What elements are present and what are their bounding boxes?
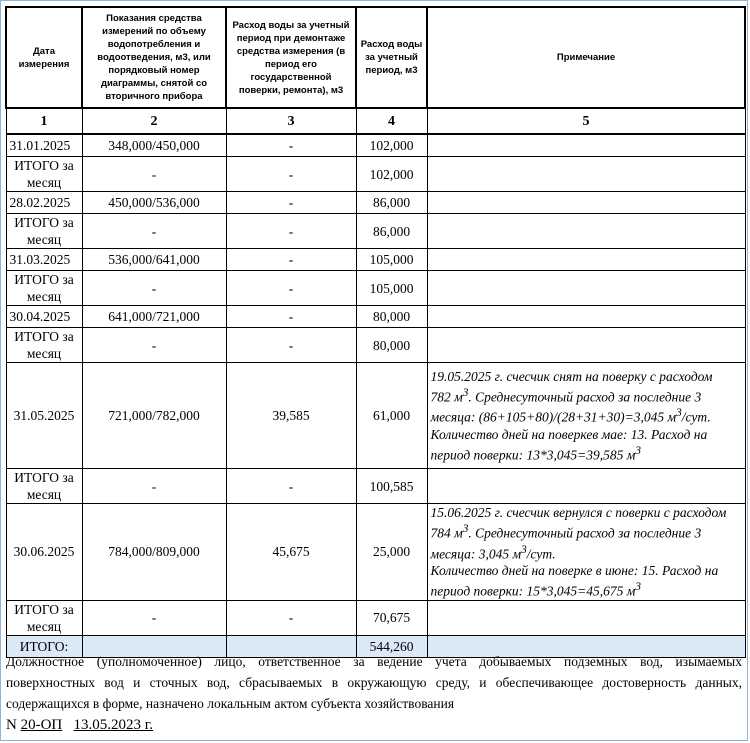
date-cell: 28.02.2025 <box>6 192 82 214</box>
dismount-cell: - <box>226 249 356 271</box>
note-cell <box>427 306 745 328</box>
dismount-cell: - <box>226 157 356 192</box>
col-number: 4 <box>356 108 427 134</box>
dismount-cell: - <box>226 600 356 635</box>
consumption-cell: 25,000 <box>356 504 427 601</box>
date-cell: ИТОГО за месяц <box>6 214 82 249</box>
dismount-cell: 45,675 <box>226 504 356 601</box>
readings-cell: 641,000/721,000 <box>82 306 226 328</box>
dismount-cell: - <box>226 469 356 504</box>
header-dismount: Расход воды за учетный период при демонтаже средства измерения (в период его государственной поверки, ремонта), м3 <box>226 7 356 108</box>
responsible-person-statement: Должностное (уполномоченное) лицо, ответственное за ведение учета добываемых подземных вод, изымаемых поверхностных вод и сточных вод, сбрасываемых в окружающую среду, и обеспечивающее достоверность данных, содержащихся в форме, назначено локальным актом субъекта хозяйствования <box>6 654 742 711</box>
note-cell <box>427 157 745 192</box>
date-cell: 31.03.2025 <box>6 249 82 271</box>
table-row-month-total <box>6 157 745 192</box>
note-cell <box>427 469 745 504</box>
col-number: 1 <box>6 108 82 134</box>
consumption-cell: 102,000 <box>356 134 427 157</box>
act-number: 20-ОП <box>20 717 63 733</box>
dismount-cell: - <box>226 271 356 306</box>
consumption-cell: 61,000 <box>356 363 427 469</box>
date-cell: 30.04.2025 <box>6 306 82 328</box>
readings-cell: 348,000/450,000 <box>82 134 226 157</box>
readings-cell: - <box>82 214 226 249</box>
header-consumption: Расход воды за учетный период, м3 <box>356 7 427 108</box>
note-cell <box>427 600 745 635</box>
consumption-cell: 86,000 <box>356 214 427 249</box>
date-cell: 31.05.2025 <box>6 363 82 469</box>
date-cell: ИТОГО за месяц <box>6 469 82 504</box>
note-cell <box>427 134 745 157</box>
table-row-month-total <box>6 214 745 249</box>
consumption-cell: 70,675 <box>356 600 427 635</box>
readings-cell: 784,000/809,000 <box>82 504 226 601</box>
date-cell: 30.06.2025 <box>6 504 82 601</box>
date-cell: ИТОГО за месяц <box>6 271 82 306</box>
note-cell <box>427 249 745 271</box>
dismount-cell: 39,585 <box>226 363 356 469</box>
readings-cell: - <box>82 271 226 306</box>
readings-cell: - <box>82 328 226 363</box>
consumption-cell: 86,000 <box>356 192 427 214</box>
column-number-row <box>6 108 745 134</box>
consumption-cell: 105,000 <box>356 249 427 271</box>
consumption-cell: 80,000 <box>356 306 427 328</box>
table-row <box>6 192 745 214</box>
header-note: Примечание <box>427 7 745 108</box>
local-act-reference <box>6 714 153 736</box>
dismount-cell: - <box>226 214 356 249</box>
note-cell <box>427 192 745 214</box>
col-number: 5 <box>427 108 745 134</box>
total-value: 544,260 <box>356 635 427 657</box>
table-row <box>6 363 745 469</box>
dismount-cell: - <box>226 328 356 363</box>
table-row-month-total <box>6 271 745 306</box>
consumption-cell: 105,000 <box>356 271 427 306</box>
note-cell-may: 19.05.2025 г. счесчик снят на поверку с расходом 782 $м^3$. Среднесуточный расход за последние 3 месяца: (86+105+80)/(28+31+30)=3,045 $м^3$/сут. Количество дней на поверкев мае: 13. Расход на период поверки: 13*3,045=39,585 $м^3$ <box>427 363 745 469</box>
table-row-month-total <box>6 469 745 504</box>
consumption-cell: 102,000 <box>356 157 427 192</box>
note-cell-june: 15.06.2025 г. счесчик вернулся с поверки с расходом 784 $м^3$. Среднесуточный расход за последние 3 месяца: 3,045 $м^3$/сут. Количество дней на поверке в июне: 15. Расход на период поверки: 15*3,045=45,675 $м^3$ <box>427 504 745 601</box>
note-cell <box>427 271 745 306</box>
header-row <box>6 7 745 108</box>
date-cell: ИТОГО за месяц <box>6 600 82 635</box>
total-label: ИТОГО: <box>6 635 82 657</box>
note-cell <box>427 328 745 363</box>
table-row <box>6 504 745 601</box>
table-row <box>6 249 745 271</box>
date-cell: ИТОГО за месяц <box>6 157 82 192</box>
readings-cell: 721,000/782,000 <box>82 363 226 469</box>
readings-cell: - <box>82 469 226 504</box>
date-cell: 31.01.2025 <box>6 134 82 157</box>
water-metering-table <box>5 6 746 658</box>
consumption-cell: 80,000 <box>356 328 427 363</box>
header-date: Дата измерения <box>6 7 82 108</box>
note-cell <box>427 214 745 249</box>
readings-cell: 450,000/536,000 <box>82 192 226 214</box>
readings-cell: - <box>82 600 226 635</box>
table-row-month-total <box>6 328 745 363</box>
col-number: 2 <box>82 108 226 134</box>
readings-cell: 536,000/641,000 <box>82 249 226 271</box>
table-row-month-total <box>6 600 745 635</box>
act-prefix: N <box>6 717 17 733</box>
consumption-cell: 100,585 <box>356 469 427 504</box>
header-readings: Показания средства измерений по объему водопотребления и водоотведения, м3, или порядковый номер диаграммы, снятой со вторичного прибора <box>82 7 226 108</box>
readings-cell: - <box>82 157 226 192</box>
table-row <box>6 306 745 328</box>
dismount-cell: - <box>226 306 356 328</box>
col-number: 3 <box>226 108 356 134</box>
table-row <box>6 134 745 157</box>
act-date: 13.05.2023 г. <box>73 717 153 733</box>
dismount-cell: - <box>226 192 356 214</box>
dismount-cell: - <box>226 134 356 157</box>
date-cell: ИТОГО за месяц <box>6 328 82 363</box>
